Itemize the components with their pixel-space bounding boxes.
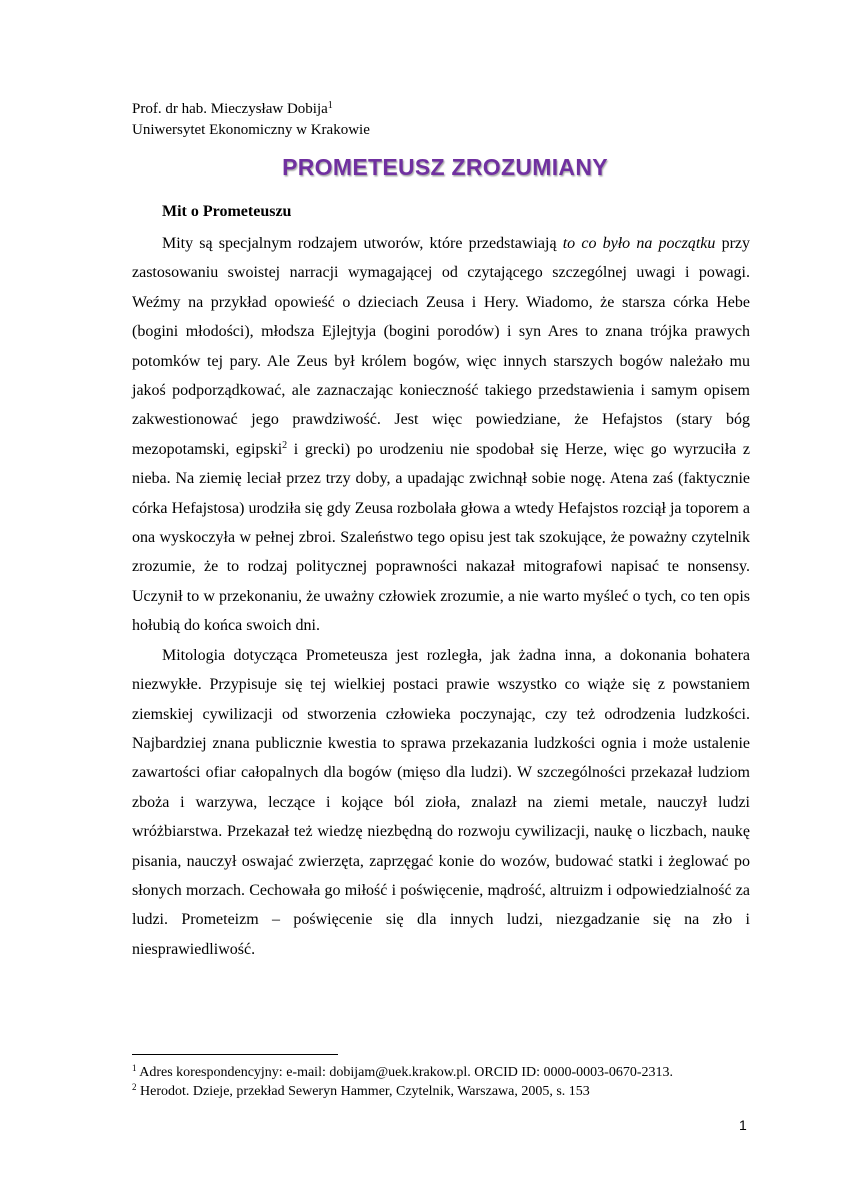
body-text [132, 229, 750, 964]
paragraph-1 [132, 229, 750, 641]
paragraph-1-italic: to co było na początku [562, 235, 716, 252]
paragraph-2: Mitologia dotycząca Prometeusza jest rozległa, jak żadna inna, a dokonania bohatera niezwykłe. Przypisuje się tej wielkiej postaci prawie wszystko co wiąże się z powstaniem ziemskiej cywilizacji od stworzenia człowieka poczynając, czy też odrodzenia ludzkości. Najbardziej znana publicznie kwestia to sprawa przekazania ludzkości ognia i może ustalenie zawartości ofiar całopalnych dla bogów (mięso dla ludzi). W szczególności przekazał ludziom zboża i warzywa, leczące i kojące ból zioła, znalazł na ziemi metale, nauczył ludzi wróżbiarstwa. Przekazał też wiedzę niezbędną do rozwoju cywilizacji, naukę o liczbach, naukę pisania, nauczył oswajać zwierzęta, zaprzęgać konie do wozów, budować statki i żeglować po słonych morzach. Cechowała go miłość i poświęcenie, mądrość, altruizm i odpowiedzialność za ludzi. Prometeizm – poświęcenie się dla innych ludzi, niezgadzanie się na zło i niesprawiedliwość. [132, 646, 750, 958]
author-footnote-ref[interactable]: 1 [327, 100, 333, 111]
footnote-2-number: 2 [132, 1082, 137, 1092]
author-block [132, 99, 370, 141]
paragraph-1-text-a: Mity są specjalnym rodzajem utworów, które przedstawiają [162, 235, 563, 252]
paragraph-1-text-b: przy zastosowaniu swoistej narracji wymagającej od czytającego szczególnej uwagi i powagi. Weźmy na przykład opowieść o dzieciach Zeusa i Hery. Wiadomo, że starsza córka Hebe (bogini młodości), młodsza Ejlejtyja (bogini porodów) i syn Ares to znana trójka prawych potomków tej pary. Ale Zeus był królem bogów, więc innych starszych bogów należało mu jakoś podporządkować, ale zaznaczając konieczność takiego przedstawienia i samym opisem zakwestionować jego prawdziwość. Jest więc powiedziane, że Hefajstos (stary bóg mezopotamski, egipski [132, 235, 751, 458]
author-name: Prof. dr hab. Mieczysław Dobija [132, 101, 328, 117]
footnote-1 [132, 1063, 772, 1082]
paragraph-1-text-c: i grecki) po urodzeniu nie spodobał się Herze, więc go wyrzuciła z nieba. Na ziemię leciał przez trzy doby, a upadając zwichnął sobie nogę. Atena zaś (faktycznie córka Hefajstosa) urodziła się gdy Zeusa rozbolała głowa a wtedy Hefajstos rozciął ja toporem a ona wyskoczyła w pełnej zbroi. Szaleństwo tego opisu jest tak szokujące, że poważny czytelnik zrozumie, że to rodzaj politycznej poprawności nakazał mitografowi napisać te nonsensy. Uczynił to w przekonaniu, że uważny człowiek zrozumie, a nie warto myśleć o tych, co ten opis hołubią do końca swoich dni. [132, 440, 751, 635]
footnote-ref-2[interactable]: 2 [282, 439, 288, 451]
footnote-separator [132, 1054, 338, 1055]
footnote-1-text: Adres korespondencyjny: e-mail: dobijam@uek.krakow.pl. ORCID ID: 0000-0003-0670-2313. [136, 1065, 674, 1080]
section-heading: Mit o Prometeuszu [162, 203, 292, 220]
footnote-1-number: 1 [132, 1063, 137, 1073]
author-affiliation: Uniwersytet Ekonomiczny w Krakowie [132, 122, 370, 138]
author-name-line [132, 99, 370, 120]
footnote-2-text: Herodot. Dzieje, przekład Seweryn Hammer, Czytelnik, Warszawa, 2005, s. 153 [136, 1084, 590, 1099]
document-title: PROMETEUSZ ZROZUMIANY [282, 154, 608, 180]
footnotes [132, 1063, 772, 1101]
page-number: 1 [739, 1117, 747, 1133]
footnote-2 [132, 1082, 772, 1101]
